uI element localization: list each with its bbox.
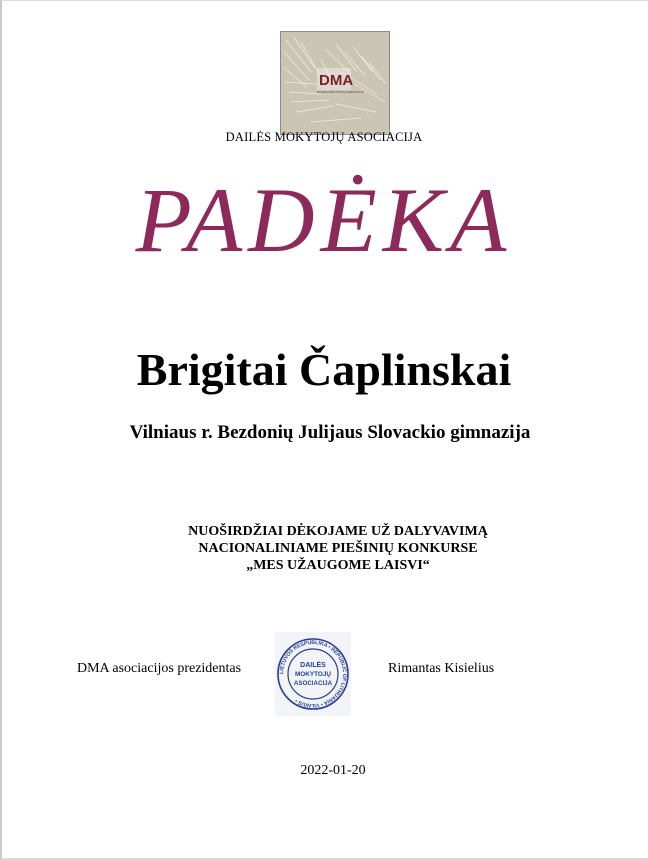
issue-date: 2022-01-20: [300, 763, 366, 778]
thanks-line: „MES UŽAUGOME LAISVI“: [246, 558, 430, 573]
thanks-line: NUOŠIRDŽIAI DĖKOJAME UŽ DALYVAVIMĄ: [188, 524, 488, 539]
thanks-message: [0, 523, 648, 574]
stamp-graphic: [275, 632, 351, 716]
dma-logo-graphic: [281, 32, 389, 134]
signatory-role: DMA asociacijos prezidentas: [77, 661, 242, 676]
thanks-line: NACIONALINIAME PIEŠINIŲ KONKURSE: [198, 541, 478, 556]
stamp-center-line: MOKYTOJŲ: [294, 671, 332, 678]
signatory-name: Rimantas Kisielius: [388, 661, 495, 676]
dma-logo: [280, 31, 390, 135]
logo-subtext: DAILĖS MOKYTOJŲ ASOCIACIJA: [317, 90, 364, 94]
organization-name: DAILĖS MOKYTOJŲ ASOCIACIJA: [225, 130, 423, 144]
logo-text: DMA: [319, 72, 354, 89]
stamp-ring-text: LIETUVOS RESPUBLIKA • REPUBLIC OF LITHUANIA • VILNIUS •: [278, 639, 348, 709]
school-name: Vilniaus r. Bezdonių Julijaus Slovackio gimnazija: [129, 422, 531, 443]
official-stamp: [275, 632, 351, 716]
stamp-center-line: ASOCIACIJA: [293, 680, 333, 687]
certificate-title: PADĖKA: [135, 169, 513, 271]
recipient-name: Brigitai Čaplinskai: [136, 344, 512, 395]
stamp-center-line: DAILĖS: [300, 662, 326, 669]
